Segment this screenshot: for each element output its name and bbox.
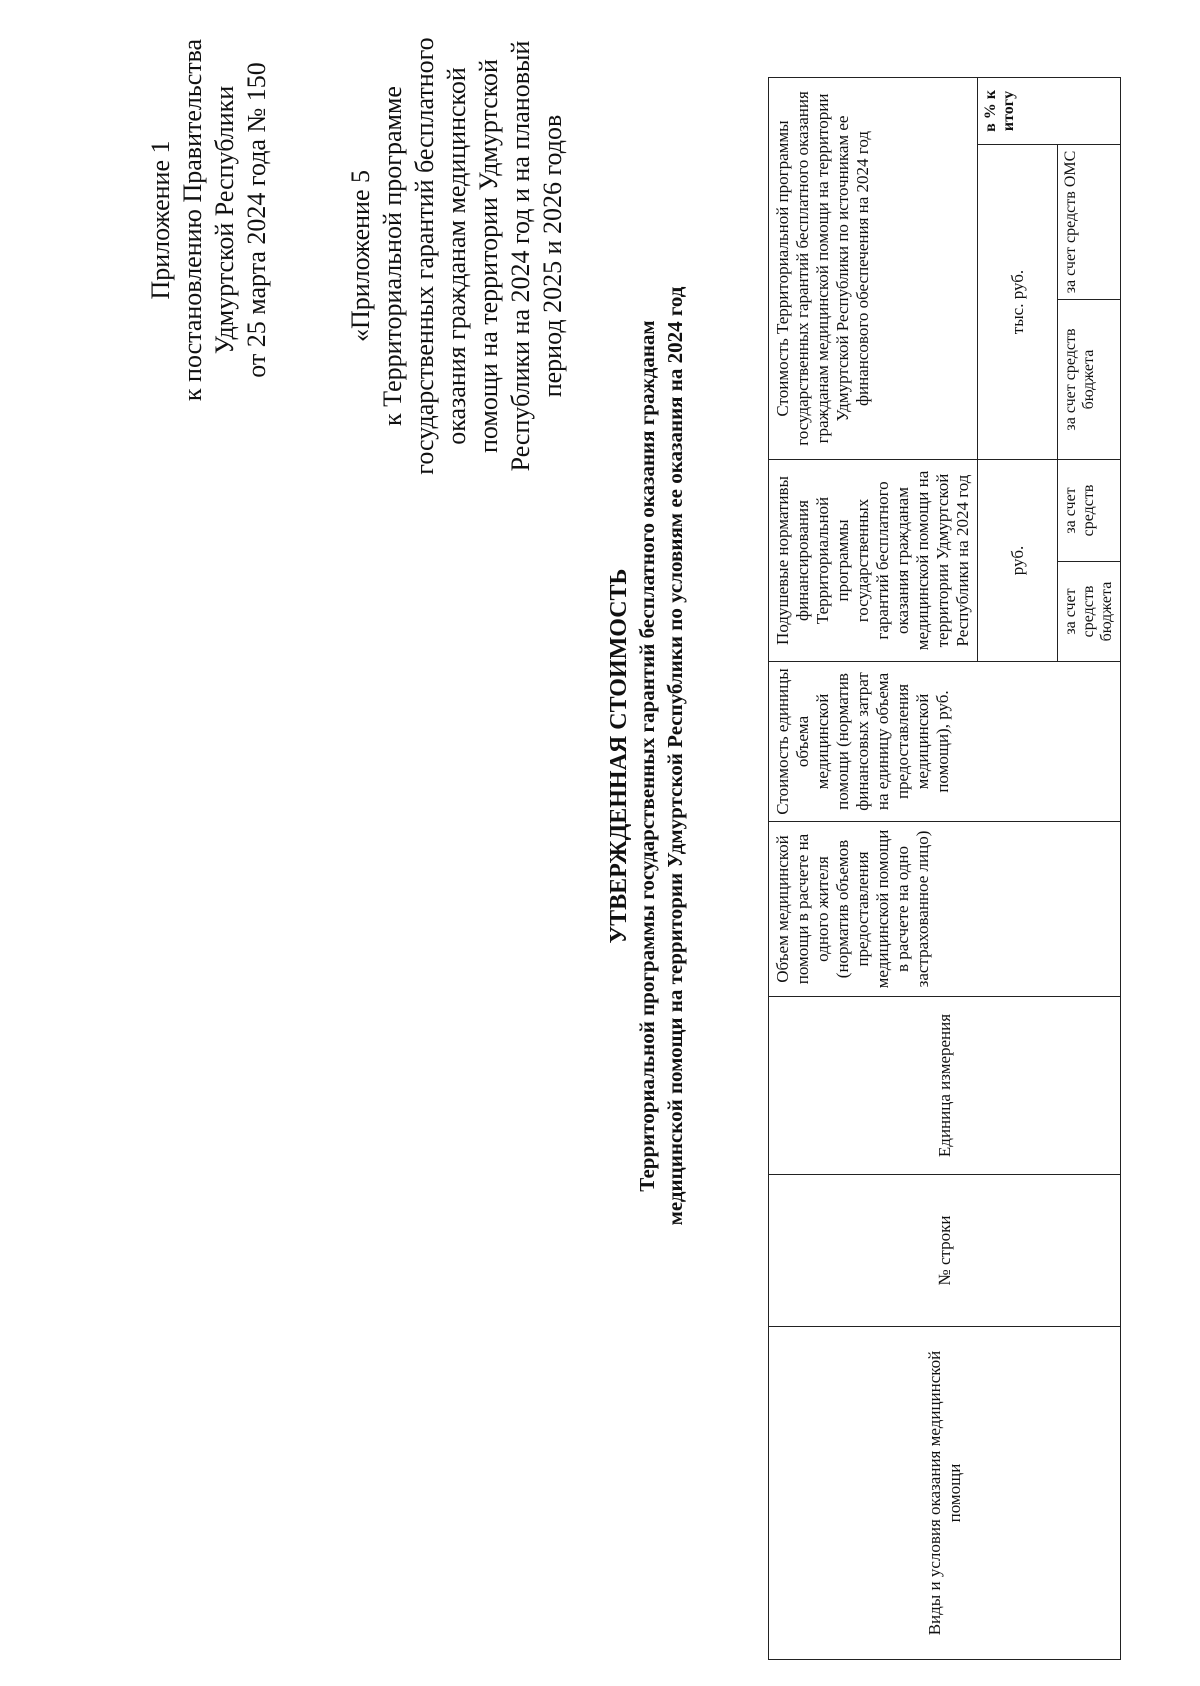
header-per-capita: Подушевые нормативы финансирования Территориальной программы государственных гарантий бесплатного оказания гражданам медицинской помощи на территории Удмуртской Республики на 2024 год: [769, 460, 978, 662]
header-total-oms: за счет средств ОМС: [1058, 145, 1121, 300]
header-volume: Объем медицинской помощи в расчете на одного жителя (норматив объемов предоставления медицинской помощи в расчете на одно застрахованное лицо): [769, 822, 1121, 997]
header-percent: в % к итогу: [978, 77, 1121, 144]
appendix-1-header: [145, 0, 273, 480]
appendix-5-line: Республики на 2024 год и на плановый: [506, 40, 535, 472]
appendix-1-line: Удмуртской Республики: [210, 85, 239, 355]
header-unit-cost: Стоимость единицы объема медицинской помощи (норматив финансовых затрат на единицу объема предоставления медицинской помощи), руб.: [769, 662, 1121, 822]
appendix-1-line: Приложение 1: [146, 140, 175, 300]
header-unit: Единица измерения: [769, 997, 1121, 1175]
appendix-5-line: помощи на территории Удмуртской: [474, 59, 503, 453]
appendix-5-line: государственных гарантий бесплатного: [410, 37, 439, 475]
header-per-capita-oms: за счет средств: [1058, 460, 1121, 562]
appendix-5-header: [345, 0, 569, 576]
appendix-5-line: «Приложение 5: [346, 169, 375, 343]
title-main: УТВЕРЖДЕННАЯ СТОИМОСТЬ: [606, 568, 632, 944]
appendix-5-line: оказания гражданам медицинской: [442, 67, 471, 445]
header-total-unit: тыс. руб.: [978, 145, 1058, 460]
header-row-number: № строки: [769, 1175, 1121, 1327]
header-total-cost: Стоимость Территориальной программы государственных гарантий бесплатного оказания гражданам медицинской помощи на территории Удмуртской Республики по источникам ее финансового обеспечения на 2024 год: [769, 77, 978, 459]
appendix-1-line: от 25 марта 2024 года № 150: [242, 62, 271, 378]
header-types: Виды и условия оказания медицинской помощи: [769, 1327, 1121, 1660]
title-subtitle-line: медицинской помощи на территории Удмуртской Республики по условиям ее оказания на 2024 год: [663, 286, 687, 1226]
header-per-capita-unit: руб.: [978, 460, 1058, 662]
cost-table: [768, 77, 1121, 1660]
appendix-1-line: к постановлению Правительства: [178, 38, 207, 402]
header-total-budget: за счет средств бюджета: [1058, 300, 1121, 460]
header-per-capita-budget: за счет средств бюджета: [1058, 562, 1121, 662]
appendix-5-line: период 2025 и 2026 годов: [538, 114, 567, 398]
appendix-5-line: к Территориальной программе: [378, 86, 407, 426]
document-title: [605, 206, 689, 1306]
title-subtitle-line: Территориальной программы государственных гарантий бесплатного оказания гражданам: [635, 320, 659, 1192]
